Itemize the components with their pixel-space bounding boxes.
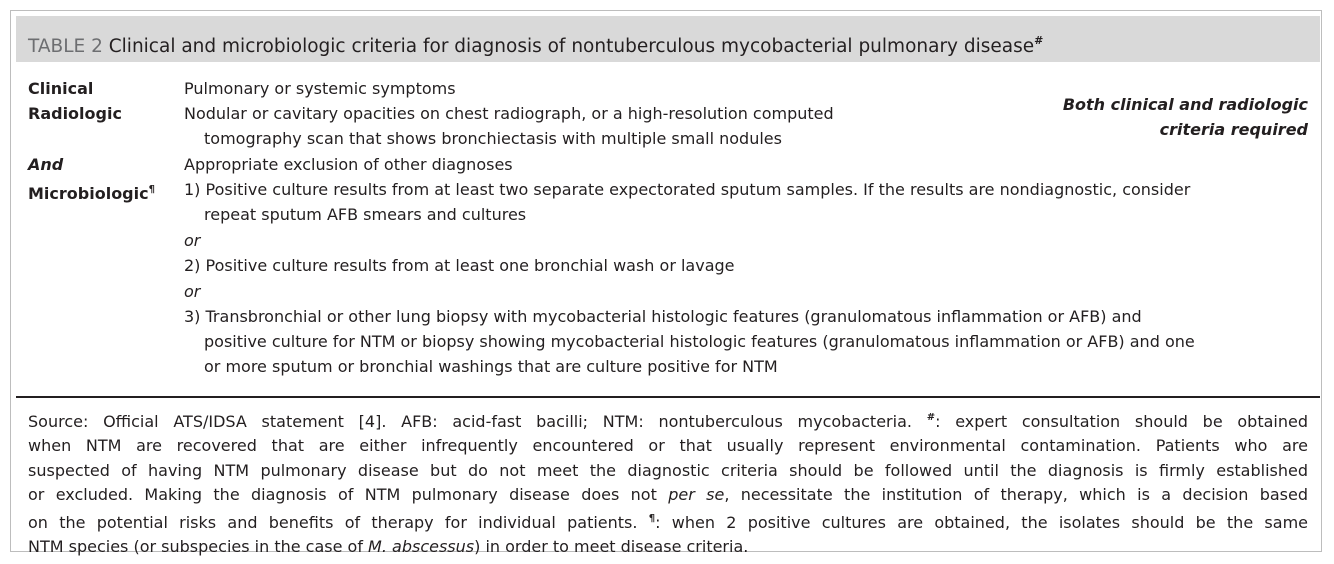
microbiologic-label-text: Microbiologic	[28, 184, 149, 203]
row-label-and: And	[28, 155, 64, 174]
or-separator-1: or	[184, 231, 201, 250]
footnote-italic: per se	[668, 484, 725, 504]
micro-item2: 2) Positive culture results from at least one bronchial wash or lavage	[184, 256, 735, 275]
microbiologic-footnote-mark: ¶	[148, 184, 155, 195]
footnote-line	[28, 535, 1308, 559]
footnote-text: on the potential risks and benefits of therapy for individual patients.	[28, 513, 649, 533]
footnote-mark: ¶	[648, 513, 656, 525]
row-label-radiologic: Radiologic	[28, 104, 122, 123]
title-footnote-mark: #	[1034, 34, 1044, 47]
footnote-line	[28, 483, 1308, 507]
micro-item3-line3: or more sputum or bronchial washings that are culture positive for NTM	[204, 357, 778, 376]
footer-divider	[16, 396, 1320, 398]
clinical-criteria: Pulmonary or systemic symptoms	[184, 79, 456, 98]
table-label: TABLE 2	[28, 36, 103, 57]
footnote-text: or excluded. Making the diagnosis of NTM pulmonary disease does not	[28, 484, 669, 504]
footnote-text: , necessitate the institution of therapy, which is a decision based	[724, 484, 1309, 504]
footnote-mark: #	[926, 412, 936, 423]
footnote-line: suspected of having NTM pulmonary disease but do not meet the diagnostic criteria should be followed until the diagnosis is firmly established	[28, 460, 1308, 480]
side-note-line2: criteria required	[1159, 120, 1308, 139]
footnote-line	[28, 507, 1308, 535]
micro-item1-line1: 1) Positive culture results from at least two separate expectorated sputum samples. If the results are nondiagnostic, consider	[184, 180, 1191, 199]
footnote-line	[28, 406, 1308, 434]
side-note	[1063, 92, 1308, 142]
footnote-line: when NTM are recovered that are either infrequently encountered or that usually represent environmental contamination. Patients who are	[28, 436, 1308, 456]
side-note-line1: Both clinical and radiologic	[1062, 95, 1308, 114]
micro-item3-line1: 3) Transbronchial or other lung biopsy with mycobacterial histologic features (granulomatous inflammation or AFB) and	[184, 307, 1142, 326]
footnote-text: : when 2 positive cultures are obtained, the isolates should be the same	[655, 513, 1308, 533]
footnote-text: Source: Official ATS/IDSA statement [4]. AFB: acid-fast bacilli; NTM: nontuberculous mycobacteria.	[28, 412, 927, 431]
footnote-text: ) in order to meet disease criteria.	[474, 537, 749, 557]
micro-item1-line2: repeat sputum AFB smears and cultures	[204, 205, 527, 224]
micro-item3-line2: positive culture for NTM or biopsy showing mycobacterial histologic features (granulomatous inflammation or AFB) and one	[204, 332, 1195, 351]
table-title-text: Clinical and microbiologic criteria for diagnosis of nontuberculous mycobacterial pulmonary disease	[108, 36, 1035, 57]
footnote-text: : expert consultation should be obtained	[935, 412, 1309, 431]
row-label-clinical: Clinical	[28, 79, 94, 98]
or-separator-2: or	[184, 282, 201, 301]
exclusion-criteria: Appropriate exclusion of other diagnoses	[184, 155, 513, 174]
table-title	[28, 29, 1043, 59]
radiologic-criteria-line2: tomography scan that shows bronchiectasis with multiple small nodules	[204, 129, 782, 148]
radiologic-criteria-line1: Nodular or cavitary opacities on chest radiograph, or a high-resolution computed	[184, 104, 834, 123]
footnote-text: NTM species (or subspecies in the case of	[28, 537, 369, 557]
footnote-italic: M. abscessus	[368, 537, 475, 557]
table-footnote	[28, 406, 1308, 560]
row-label-microbiologic	[28, 180, 155, 204]
